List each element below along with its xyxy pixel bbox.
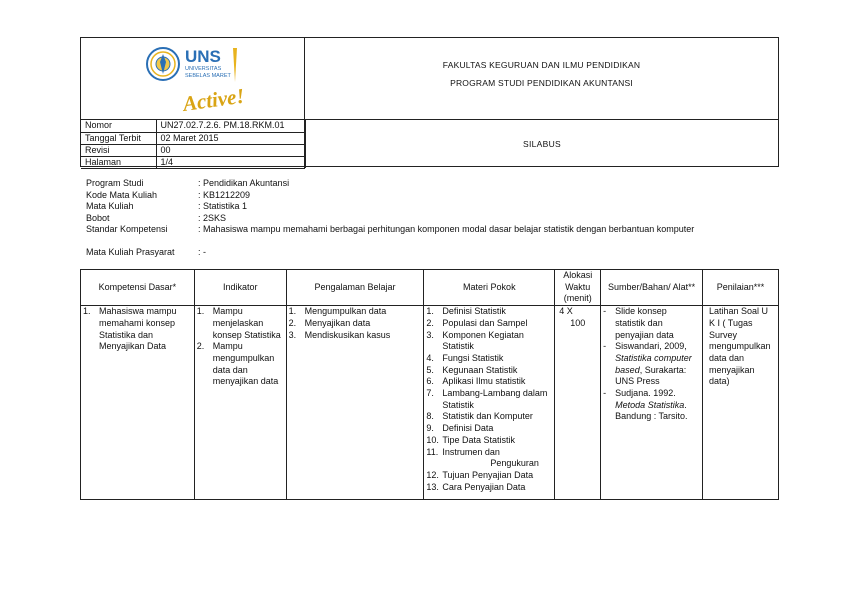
- table-row: [81, 306, 779, 500]
- list-text: Mendiskusikan kasus: [304, 329, 391, 340]
- info-value: : 2SKS: [198, 212, 227, 223]
- list-item: [424, 353, 554, 365]
- list-bullet: -: [603, 341, 607, 352]
- list-item: [424, 411, 554, 423]
- list-item: [287, 330, 424, 342]
- book-title: Statistika computer based: [615, 352, 692, 375]
- list-text-tail: , Surakarta: UNS Press: [615, 364, 687, 387]
- indikator-cell: [194, 306, 286, 500]
- alokasi-line1: 4 X: [559, 306, 573, 317]
- list-item: [424, 376, 554, 388]
- list-item: [424, 470, 554, 482]
- list-number: 3.: [426, 329, 434, 340]
- list-text: Fungsi Statistik: [442, 352, 504, 363]
- list-item: [424, 435, 554, 447]
- meta-value: 1/4: [156, 156, 305, 168]
- list-number: 1.: [426, 306, 434, 317]
- list-text: Tujuan Penyajian Data: [442, 469, 534, 480]
- list-number: 4.: [426, 352, 434, 363]
- meta-value: 02 Maret 2015: [156, 132, 305, 144]
- title-cell: [305, 38, 778, 120]
- list-item: [424, 318, 554, 330]
- list-number: 2.: [288, 317, 297, 328]
- list-text: Mengumpulkan data: [304, 306, 387, 317]
- meta-row: [81, 156, 305, 168]
- meta-label: Halaman: [81, 156, 156, 168]
- list-number: 2.: [426, 317, 434, 328]
- faculty-name: FAKULTAS KEGURUAN DAN ILMU PENDIDIKAN: [442, 60, 641, 70]
- list-number: 2.: [196, 341, 205, 352]
- info-value: : KB1212209: [198, 189, 251, 200]
- list-text-continued: Pengukuran: [490, 458, 539, 469]
- logo-brand: UNS: [185, 47, 221, 66]
- list-number: 11.: [426, 446, 439, 457]
- column-header: Indikator: [194, 270, 286, 306]
- meta-label: Tanggal Terbit: [81, 132, 156, 144]
- info-label: Mata Kuliah Prasyarat: [86, 247, 175, 257]
- list-text: Cara Penyajian Data: [442, 481, 526, 492]
- list-item: [424, 423, 554, 435]
- list-bullet: -: [603, 306, 607, 317]
- list-number: 7.: [426, 388, 434, 399]
- info-value: : Pendidikan Akuntansi: [198, 178, 290, 188]
- list-item: [287, 306, 424, 318]
- info-label: Bobot: [86, 212, 110, 223]
- column-header: Kompetensi Dasar*: [81, 270, 195, 306]
- list-text: Sudjana. 1992.: [615, 388, 676, 399]
- book-title: Metoda Statistika: [615, 399, 685, 410]
- sumber-cell: [601, 306, 703, 500]
- meta-row: [81, 132, 305, 144]
- list-text: Komponen Kegiatan Statistik: [442, 329, 524, 352]
- list-number: 3.: [288, 329, 297, 340]
- info-value: : Statistika 1: [198, 201, 248, 211]
- list-number: 1.: [288, 306, 297, 317]
- list-item: [81, 306, 194, 353]
- meta-label: Revisi: [81, 144, 156, 156]
- uns-logo: [145, 42, 265, 116]
- document-title: SILABUS: [305, 120, 778, 168]
- list-item: [287, 318, 424, 330]
- info-value: : Mahasiswa mampu memahami berbagai perhitungan komponen modal dasar belajar statistik dengan berbantuan komputer: [198, 224, 695, 234]
- materi-cell: [424, 306, 555, 500]
- list-number: 6.: [426, 376, 434, 387]
- list-number: 12.: [426, 469, 439, 480]
- info-label: Program Studi: [86, 178, 144, 188]
- list-number: 9.: [426, 423, 434, 434]
- list-item: [424, 482, 554, 494]
- list-text: Menyajikan data: [304, 317, 371, 328]
- list-text: Siswandari, 2009,: [615, 341, 687, 352]
- list-text: Aplikasi Ilmu statistik: [442, 376, 526, 387]
- list-text: Mahasiswa mampu memahami konsep Statistika dan Menyajikan Data: [99, 306, 177, 352]
- list-text: Kegunaan Statistik: [442, 364, 518, 375]
- kompetensi-cell: [81, 306, 195, 500]
- program-name: PROGRAM STUDI PENDIDIKAN AKUNTANSI: [450, 78, 633, 88]
- meta-row: [81, 120, 305, 132]
- column-header: Pengalaman Belajar: [286, 270, 424, 306]
- info-label: Standar Kompetensi: [86, 224, 168, 234]
- column-header: Sumber/Bahan/ Alat**: [601, 270, 703, 306]
- meta-row: [81, 144, 305, 156]
- list-item: [424, 365, 554, 377]
- list-item: [424, 388, 554, 411]
- list-number: 8.: [426, 411, 434, 422]
- list-item: [601, 341, 698, 388]
- logo-slogan: Active!: [181, 83, 246, 116]
- list-number: 10.: [426, 434, 439, 445]
- list-number: 1.: [196, 306, 205, 317]
- column-header: Alokasi Waktu (menit): [555, 270, 601, 306]
- list-text: Slide konsep statistik dan penyajian data: [615, 306, 674, 340]
- column-header: Materi Pokok: [424, 270, 555, 306]
- column-header: Penilaian***: [702, 270, 778, 306]
- list-item: [424, 330, 554, 353]
- meta-value: 00: [156, 144, 305, 156]
- list-text: Definisi Statistik: [442, 306, 506, 317]
- alokasi-cell: [555, 306, 601, 500]
- alokasi-line2: 100: [570, 317, 586, 328]
- list-bullet: -: [603, 388, 607, 399]
- penilaian-cell: Latihan Soal U K I ( Tugas Survey mengumpulkan data dan menyajikan data): [702, 306, 778, 500]
- uns-emblem-icon: [147, 48, 179, 80]
- logo-university-line1: UNIVERSITAS: [185, 66, 222, 72]
- list-item: [424, 306, 554, 318]
- meta-value: UN27.02.7.2.6. PM.18.RKM.01: [156, 120, 305, 132]
- document-header: [80, 37, 779, 167]
- info-label: Kode Mata Kuliah: [86, 189, 158, 200]
- list-item: [601, 388, 698, 423]
- syllabus-table: [80, 269, 779, 500]
- list-text: Mampu menjelaskan konsep Statistika: [212, 306, 281, 340]
- table-header-row: [81, 270, 779, 306]
- list-text: Tipe Data Statistik: [442, 434, 516, 445]
- list-number: 13.: [426, 481, 439, 492]
- list-item: [424, 447, 554, 470]
- list-text: Statistik dan Komputer: [442, 411, 533, 422]
- logo-cell: [81, 38, 305, 120]
- info-value: : -: [198, 247, 206, 257]
- list-text: Populasi dan Sampel: [442, 317, 528, 328]
- list-text: Mampu mengumpulkan data dan menyajikan data: [212, 341, 279, 387]
- list-item: [195, 341, 286, 388]
- list-text: Instrumen dan: [442, 446, 500, 457]
- list-text-tail: . Bandung : Tarsito.: [615, 399, 688, 422]
- logo-university-line2: SEBELAS MARET: [185, 73, 231, 79]
- list-number: 1.: [83, 306, 91, 317]
- list-text: Definisi Data: [442, 423, 494, 434]
- meta-label: Nomor: [81, 120, 156, 132]
- list-text: Lambang-Lambang dalam Statistik: [442, 388, 548, 410]
- document-meta-table: [81, 120, 305, 169]
- info-label: Mata Kuliah: [86, 201, 134, 211]
- list-item: [601, 306, 698, 341]
- pengalaman-cell: [286, 306, 424, 500]
- list-item: [195, 306, 286, 341]
- list-number: 5.: [426, 364, 434, 375]
